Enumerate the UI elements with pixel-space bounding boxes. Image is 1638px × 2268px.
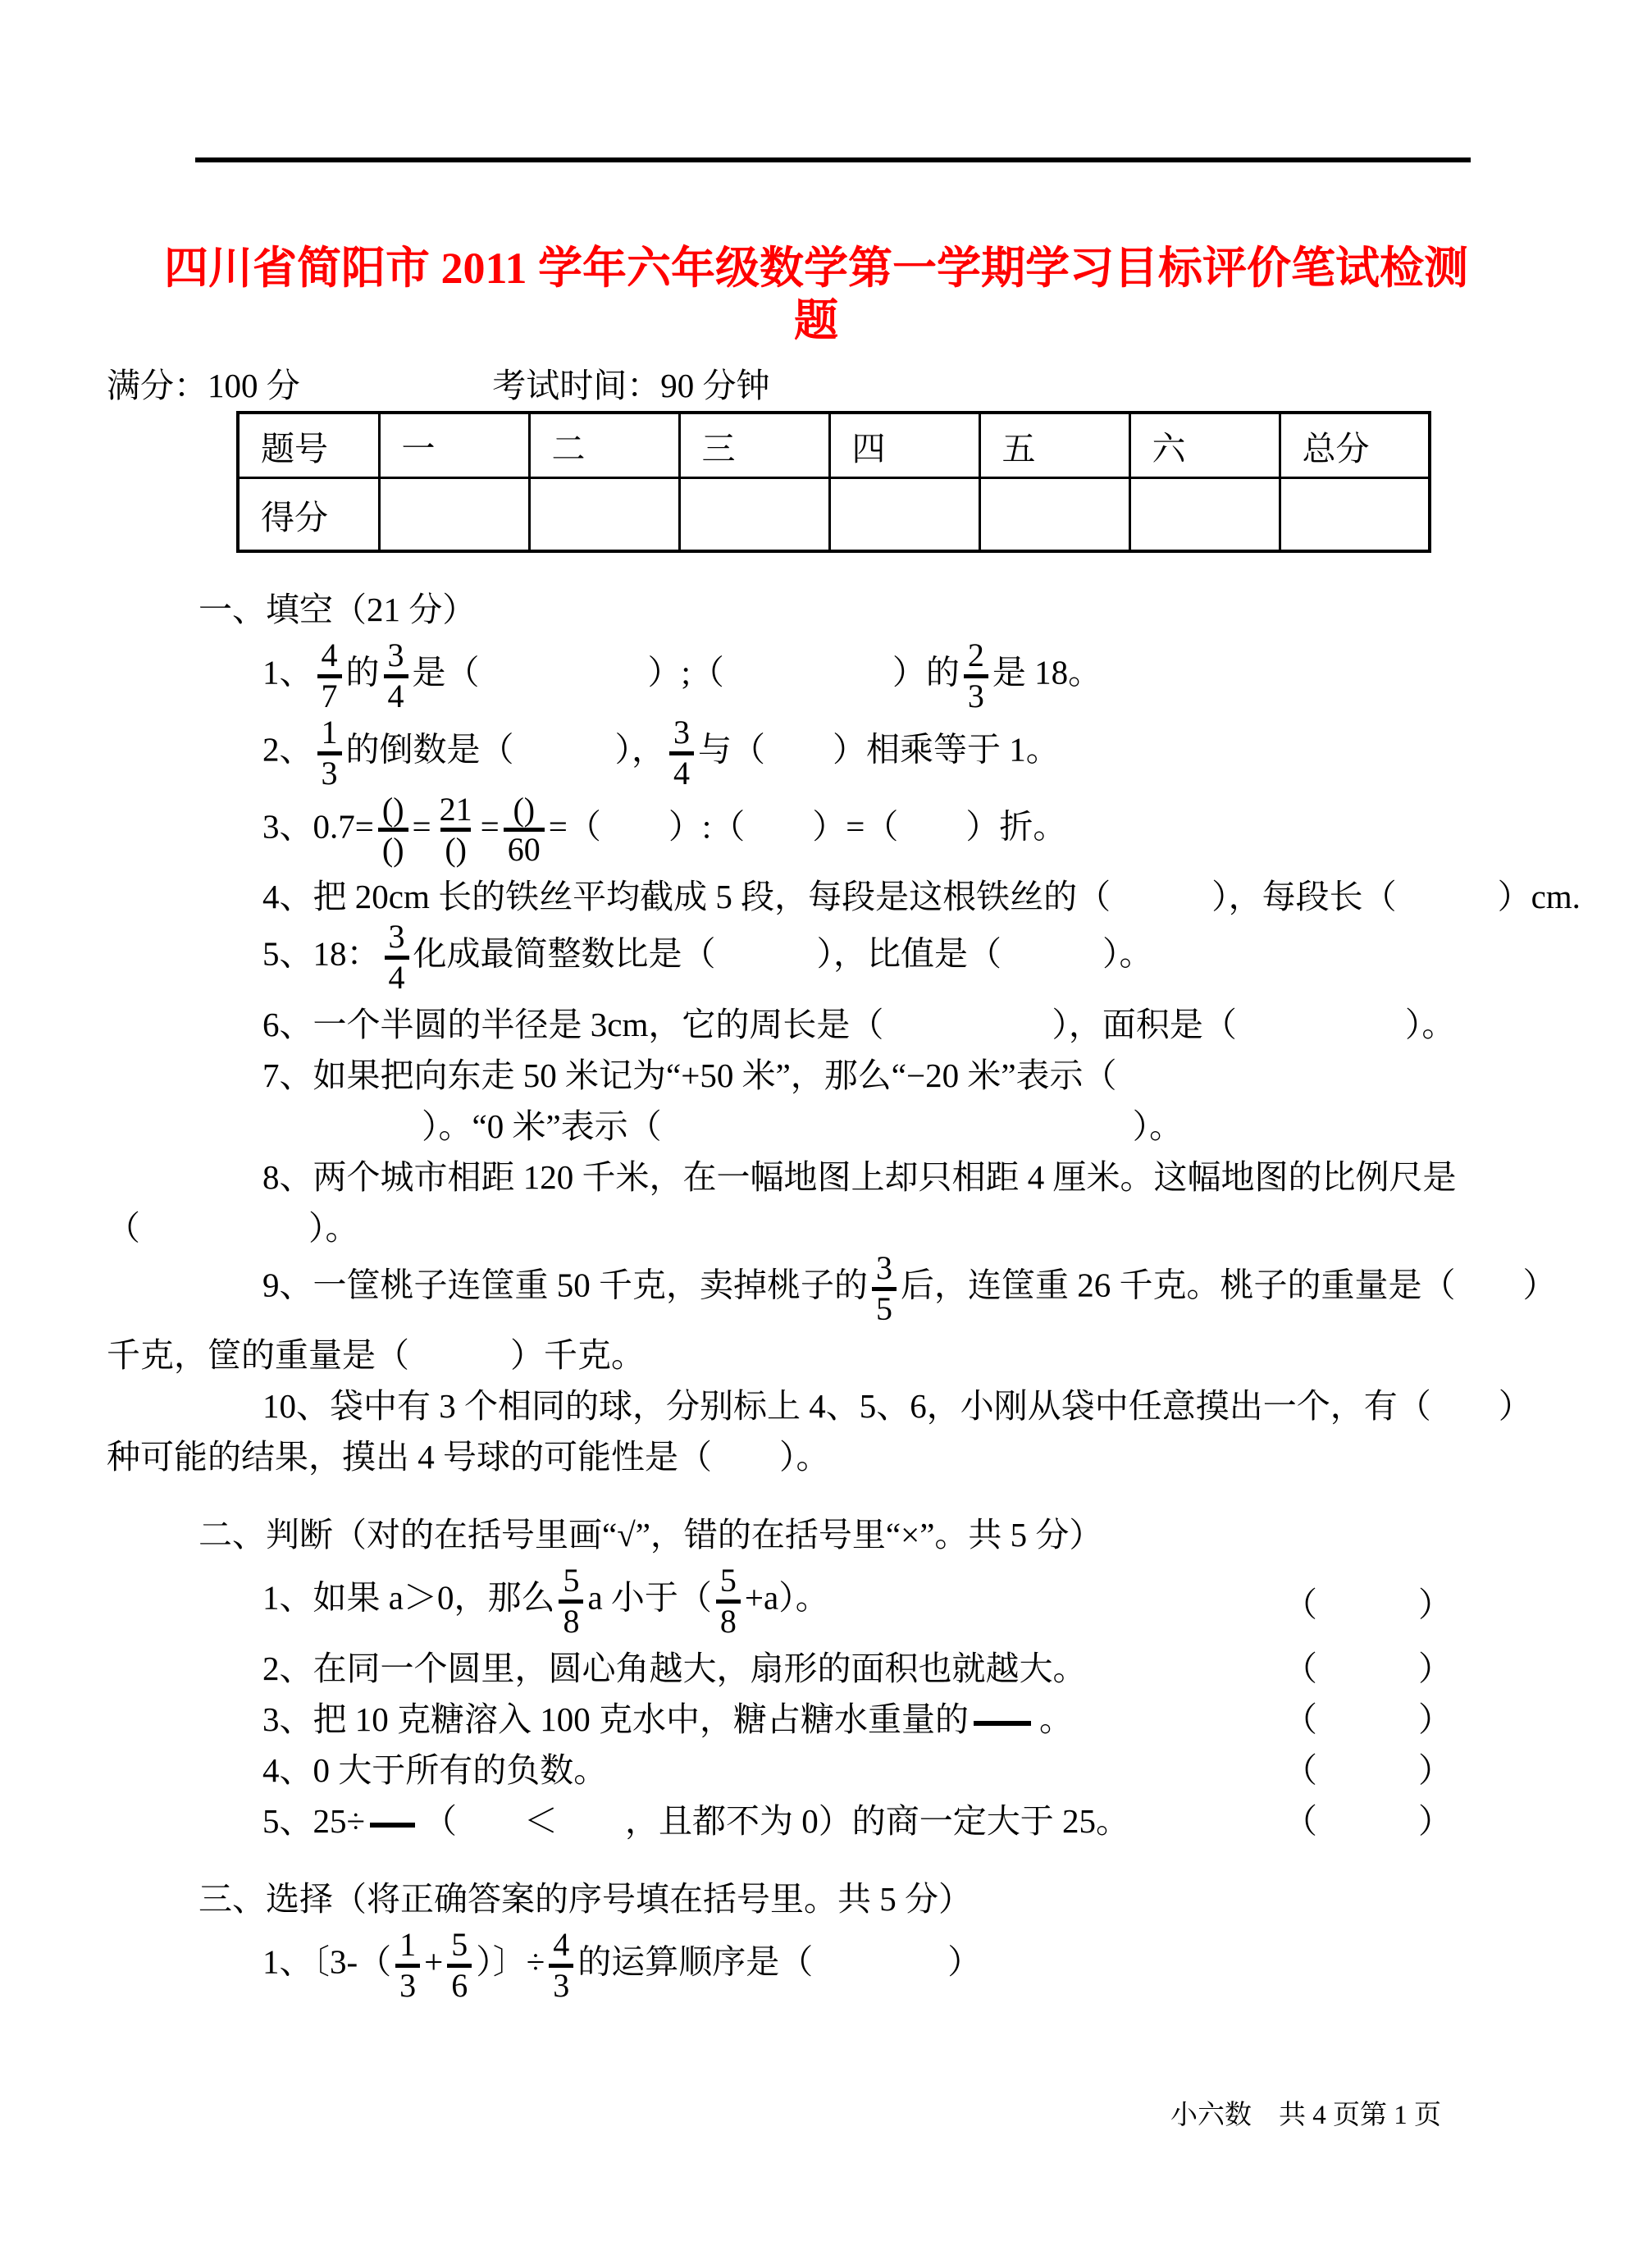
fraction bbox=[559, 1564, 583, 1639]
fraction bbox=[436, 790, 477, 869]
fraction-numerator: 4 bbox=[553, 1926, 570, 1963]
score-table-header-cell: 题号 bbox=[238, 413, 379, 478]
score-table-header-cell: 六 bbox=[1129, 413, 1280, 478]
fraction-numerator: 1 bbox=[321, 714, 338, 751]
question-text: 1、 $\frac{4}{7}$ 的 $\frac{3}{4}$ 是（ ）;（ ）的 $\frac{2}{3}$ 是 18。 bbox=[262, 637, 1102, 715]
question-text: 4、把 20cm 长的铁丝平均截成 5 段，每段是这根铁丝的（ ），每段长（ ）cm. bbox=[262, 878, 1581, 916]
question-text: （ ）。 bbox=[107, 1208, 359, 1247]
answer-parentheses: （ ） bbox=[1284, 1650, 1452, 1687]
fraction bbox=[447, 1928, 472, 2003]
fraction-numerator: 5 bbox=[719, 1562, 737, 1599]
fraction-denominator: () bbox=[440, 828, 471, 867]
fraction-numerator: 21 bbox=[439, 790, 472, 828]
question-text: 2、 $\frac{1}{3}$ 的倒数是（ ）， $\frac{3}{4}$ 与（ ）相乘等于 1。 bbox=[262, 714, 1060, 792]
full-score-label: 满分：100 分 bbox=[107, 367, 300, 405]
fraction bbox=[384, 639, 408, 714]
score-table-score-cell bbox=[529, 478, 679, 552]
question-line bbox=[107, 869, 1581, 918]
question-text: 7、如果把向东走 50 米记为“+50 米”，那么“−20 米”表示（ bbox=[262, 1056, 1117, 1094]
page-footer: 小六数 共 4 页第 1 页 bbox=[1170, 2101, 1441, 2130]
fraction bbox=[716, 1564, 741, 1639]
fraction-numerator: 4 bbox=[321, 637, 338, 674]
question-line bbox=[107, 1743, 1526, 1791]
answer-parentheses: （ ） bbox=[1284, 1802, 1452, 1840]
score-table-score-cell bbox=[1280, 478, 1430, 552]
score-table-header-cell: 总分 bbox=[1280, 413, 1430, 478]
question-text: 3、把 10 克糖溶入 100 克水中，糖占糖水重量的 。 bbox=[262, 1700, 1073, 1738]
question-line bbox=[107, 1201, 1526, 1249]
section-2-heading: 二、判断（对的在括号里画“√”，错的在括号里“×”。共 5 分） bbox=[198, 1516, 1103, 1554]
fraction-denominator: () bbox=[378, 828, 408, 867]
fraction-numerator: 3 bbox=[387, 637, 404, 674]
score-table-header-cell: 二 bbox=[529, 413, 679, 478]
question-line bbox=[107, 639, 1526, 714]
fraction bbox=[872, 1248, 897, 1327]
blank-fraction-bar bbox=[974, 1721, 1031, 1726]
exam-time-label: 考试时间：90 分钟 bbox=[492, 367, 770, 405]
question-line bbox=[107, 1048, 1526, 1097]
page-content bbox=[107, 0, 1581, 2006]
score-table-body bbox=[238, 413, 1430, 551]
fraction bbox=[395, 1928, 420, 2003]
fraction-numerator: () bbox=[513, 790, 536, 828]
score-table-header-cell: 四 bbox=[829, 413, 979, 478]
question-text: 4、0 大于所有的负数。 bbox=[262, 1751, 608, 1789]
question-line bbox=[107, 1150, 1526, 1198]
fraction-denominator: 4 bbox=[669, 751, 694, 791]
question-line bbox=[107, 1564, 1526, 1639]
score-table-header-cell: 三 bbox=[679, 413, 829, 478]
fraction-denominator: 6 bbox=[447, 1964, 472, 2003]
exam-meta bbox=[107, 358, 1526, 403]
fraction-denominator: 5 bbox=[872, 1287, 897, 1326]
fraction-numerator: 3 bbox=[388, 918, 405, 956]
question-line bbox=[107, 1928, 1526, 2003]
question-text: 1、如果 a＞0，那么 $\frac{5}{8}$ a 小于（ $\frac{5}{8}$ +a）。 bbox=[262, 1562, 829, 1641]
score-table bbox=[236, 411, 1431, 553]
fraction-denominator: 8 bbox=[559, 1599, 583, 1639]
fraction bbox=[317, 639, 342, 714]
question-line bbox=[107, 1248, 1557, 1327]
question-line bbox=[107, 1794, 1526, 1842]
question-text: 8、两个城市相距 120 千米，在一幅地图上却只相距 4 厘米。这幅地图的比例尺是 bbox=[262, 1157, 1457, 1196]
score-table-score-row bbox=[238, 478, 1430, 552]
fraction bbox=[964, 639, 988, 714]
answer-parentheses: （ ） bbox=[1284, 1751, 1452, 1789]
fraction-denominator: 4 bbox=[385, 956, 409, 995]
fraction bbox=[378, 790, 408, 869]
exam-title-line1: 四川省简阳市 2011 学年六年级数学第一学期学习目标评价笔试检测 bbox=[163, 244, 1469, 293]
score-table-header-row bbox=[238, 413, 1430, 478]
fraction-numerator: () bbox=[381, 790, 404, 828]
fraction-denominator: 8 bbox=[716, 1599, 741, 1639]
section-3-heading: 三、选择（将正确答案的序号填在括号里。共 5 分） bbox=[198, 1880, 972, 1918]
question-text: 2、在同一个圆里，圆心角越大，扇形的面积也就越大。 bbox=[262, 1650, 1087, 1687]
blank-fraction-bar bbox=[370, 1823, 415, 1828]
score-table-score-cell bbox=[979, 478, 1129, 552]
question-text: 5、18： $\frac{3}{4}$ 化成最简整数比是（ ），比值是（ ）。 bbox=[262, 918, 1153, 997]
fraction-numerator: 5 bbox=[563, 1562, 580, 1599]
answer-parentheses: （ ） bbox=[1284, 1586, 1452, 1624]
exam-title-line2: 题 bbox=[794, 295, 838, 345]
fraction bbox=[317, 716, 342, 791]
fraction bbox=[385, 920, 409, 995]
fraction-denominator: 3 bbox=[317, 751, 342, 791]
fraction-numerator: 3 bbox=[673, 714, 690, 751]
question-line bbox=[107, 790, 1526, 869]
question-line bbox=[107, 997, 1526, 1046]
question-line bbox=[107, 1641, 1526, 1690]
answer-parentheses: （ ） bbox=[1284, 1700, 1452, 1738]
question-line bbox=[107, 1328, 1526, 1376]
question-text: 6、一个半圆的半径是 3cm，它的周长是（ ），面积是（ ）。 bbox=[262, 1005, 1456, 1043]
question-text: ）。“0 米”表示（ ）。 bbox=[422, 1107, 1184, 1145]
fraction-denominator: 3 bbox=[549, 1964, 573, 2003]
fraction bbox=[669, 716, 694, 791]
score-table-score-cell: 得分 bbox=[238, 478, 379, 552]
score-table-header-cell: 五 bbox=[979, 413, 1129, 478]
fraction-numerator: 5 bbox=[451, 1926, 468, 1963]
question-text: 9、一筐桃子连筐重 50 千克，卖掉桃子的 $\frac{3}{5}$ 后，连筐重 26 千克。桃子的重量是（ ） bbox=[262, 1248, 1557, 1327]
score-table-score-cell bbox=[829, 478, 979, 552]
question-text: 1、〔3-（ $\frac{1}{3}$ + $\frac{5}{6}$ ）〕÷ $\frac{4}{3}$ 的运算顺序是（ ） bbox=[262, 1926, 982, 2004]
fraction-denominator: 3 bbox=[395, 1964, 420, 2003]
fraction bbox=[549, 1928, 573, 2003]
fraction-numerator: 2 bbox=[967, 637, 984, 674]
question-line bbox=[107, 1379, 1532, 1427]
question-line bbox=[107, 1430, 1526, 1478]
question-line bbox=[107, 1692, 1526, 1741]
score-table-score-cell bbox=[679, 478, 829, 552]
question-text: 千克，筐的重量是（ ）千克。 bbox=[107, 1336, 645, 1375]
fraction-denominator: 4 bbox=[384, 674, 408, 714]
question-line bbox=[107, 920, 1526, 995]
question-text: 种可能的结果，摸出 4 号球的可能性是（ ）。 bbox=[107, 1438, 830, 1476]
sections bbox=[107, 582, 1581, 2004]
fraction bbox=[504, 790, 545, 869]
fraction-numerator: 3 bbox=[876, 1248, 892, 1286]
question-line bbox=[107, 716, 1526, 791]
fraction-numerator: 1 bbox=[399, 1926, 417, 1963]
score-table-score-cell bbox=[379, 478, 529, 552]
exam-title bbox=[107, 243, 1526, 347]
fraction-denominator: 7 bbox=[317, 674, 342, 714]
question-text: 5、25÷ （ ＜ ，且都不为 0）的商一定大于 25。 bbox=[262, 1802, 1130, 1840]
section-1-heading: 一、填空（21 分） bbox=[198, 591, 477, 629]
question-text: 10、袋中有 3 个相同的球，分别标上 4、5、6，小刚从袋中任意摸出一个，有（ ） bbox=[262, 1387, 1532, 1426]
fraction-denominator: 3 bbox=[964, 674, 988, 714]
score-table-score-cell bbox=[1129, 478, 1280, 552]
score-table-header-cell: 一 bbox=[379, 413, 529, 478]
question-line bbox=[107, 1099, 1526, 1148]
fraction-denominator: 60 bbox=[504, 828, 545, 867]
question-text: 3、0.7= $\frac{()}{()}$ = $\frac{21}{()}$ = $\frac{()}{60}$ =（ ）:（ ）=（ ）折。 bbox=[262, 790, 1067, 869]
